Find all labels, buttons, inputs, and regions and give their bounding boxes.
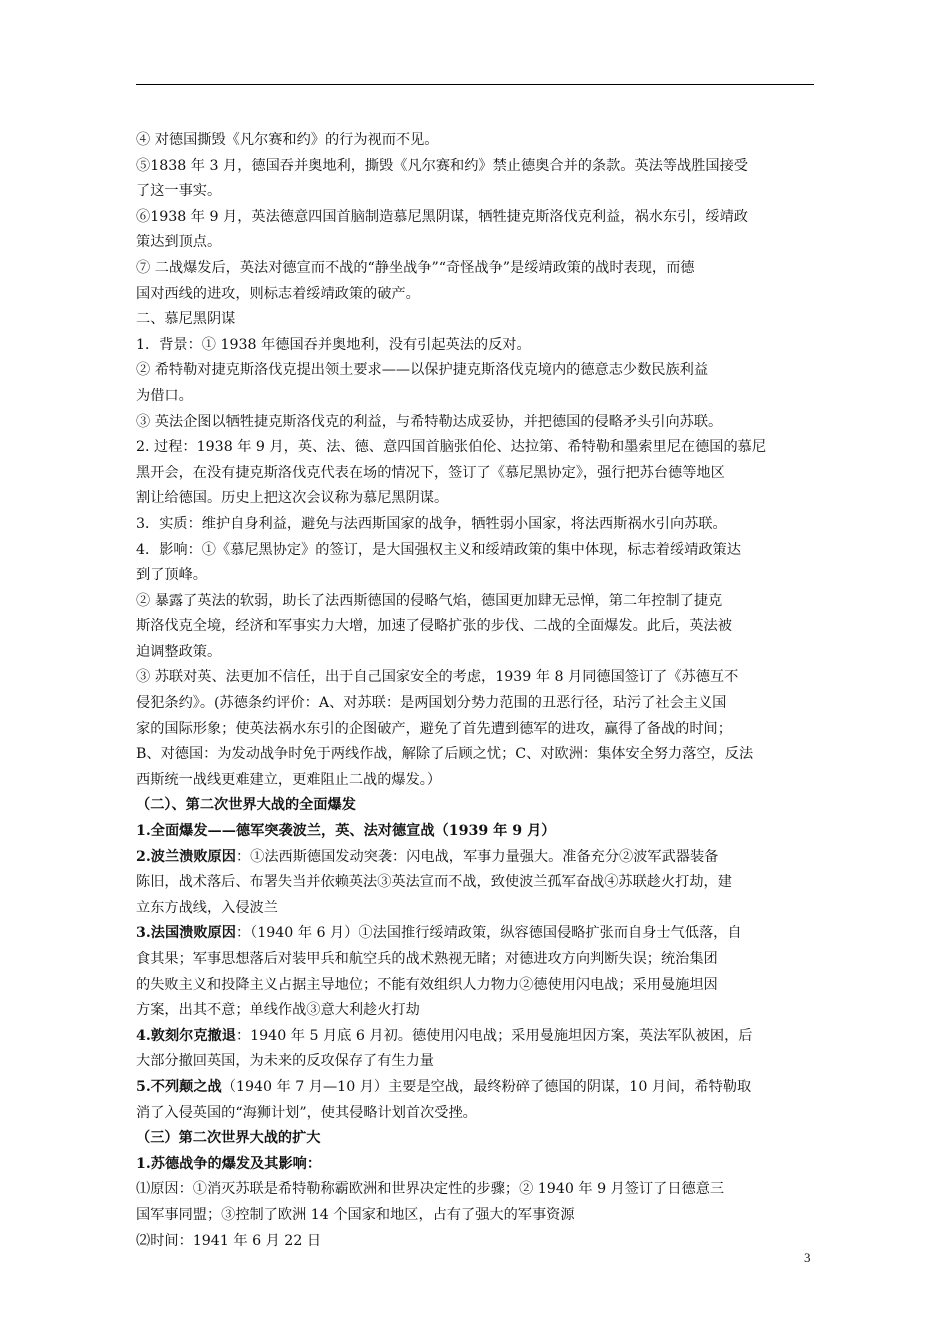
text-line [136, 845, 814, 871]
text-line: 西斯统一战线更难建立，更难阻止二战的爆发。） [136, 771, 442, 788]
text-line [136, 1024, 814, 1050]
text-line: 立东方战线，入侵波兰 [136, 899, 278, 916]
text-line: 黑开会，在没有捷克斯洛伐克代表在场的情况下，签订了《慕尼黑协定》，强行把苏台德等地区 [136, 464, 725, 481]
text-line: 家的国际形象；使英法祸水东引的企图破产，避免了首先遭到德军的进攻，赢得了备战的时间； [136, 720, 732, 737]
text-line: ④ 对德国撕毁《凡尔赛和约》的行为视而不见。 [136, 132, 439, 148]
text-line: 4．影响：①《慕尼黑协定》的签订，是大国强权主义和绥靖政策的集中体现，标志着绥靖政策达 [136, 541, 741, 558]
text-line: 二、慕尼黑阴谋 [136, 311, 236, 328]
text-line: 2. 过程：1938 年 9 月，英、法、德、意四国首脑张伯伦、达拉第、希特勒和墨索里尼在德国的慕尼 [136, 439, 767, 456]
text-line: B、对德国：为发动战争时免于两线作战，解除了后顾之忧；C、对欧洲：集体安全努力落空，反法 [136, 746, 754, 763]
text-segment: ：（1940 年 6 月）①法国推行绥靖政策，纵容德国侵略扩张而自身士气低落，自 [235, 925, 742, 942]
heading-label: 5.不列颠之战 [136, 1078, 222, 1095]
text-line: 了这一事实。 [136, 183, 222, 200]
text-line: 食其果；军事思想落后对装甲兵和航空兵的战术熟视无睹；对德进攻方向判断失误；统治集团 [136, 951, 718, 967]
text-line: 为借口。 [136, 387, 193, 404]
text-line: ② 希特勒对捷克斯洛伐克提出领土要求——以保护捷克斯洛伐克境内的德意志少数民族利益 [136, 362, 709, 379]
document-body [136, 128, 814, 1254]
text-line: 方案，出其不意；单线作战③意大利趁火打劫 [136, 1002, 420, 1019]
text-line [136, 1075, 814, 1101]
text-line: 侵犯条约》。(苏德条约评价：A、对苏联：是两国划分势力范围的丑恶行径，玷污了社会主义国 [136, 695, 727, 712]
text-line: 的失败主义和投降主义占据主导地位；不能有效组织人力物力②德使用闪电战；采用曼施坦因 [136, 976, 718, 993]
text-line: 1．背景：① 1938 年德国吞并奥地利，没有引起英法的反对。 [136, 336, 531, 353]
text-line: （三）第二次世界大战的扩大 [136, 1130, 321, 1147]
heading-label: 2.波兰溃败原因 [136, 848, 236, 865]
header-rule [136, 84, 814, 85]
text-line: ⑴原因：①消灭苏联是希特勒称霸欧洲和世界决定性的步骤；② 1940 年 9 月签订了日德意三 [136, 1181, 725, 1198]
text-line: 1.苏德战争的爆发及其影响： [136, 1155, 322, 1172]
text-segment: （1940 年 7 月—10 月）主要是空战，最终粉碎了德国的阴谋，10 月间，希特勒取 [221, 1078, 752, 1095]
text-segment: ：①法西斯德国发动突袭：闪电战，军事力量强大。准备充分②波军武器装备 [235, 848, 719, 865]
text-line: 到了顶峰。 [136, 567, 207, 584]
text-line: 迫调整政策。 [136, 643, 222, 660]
text-line [136, 921, 814, 947]
text-line: ⑵时间：1941 年 6 月 22 日 [136, 1232, 322, 1249]
text-line: 割让给德国。历史上把这次会议称为慕尼黑阴谋。 [136, 490, 449, 507]
text-segment: ：1940 年 5 月底 6 月初。德使用闪电战；采用曼施坦因方案，英法军队被困，后 [235, 1027, 753, 1044]
heading-label: 4.敦刻尔克撤退 [136, 1027, 236, 1044]
heading-label: 3.法国溃败原因 [136, 925, 236, 942]
text-line: ⑤1838 年 3 月，德国吞并奥地利，撕毁《凡尔赛和约》禁止德奥合并的条款。英法等战胜国接受 [136, 157, 748, 174]
text-line: 1.全面爆发——德军突袭波兰，英、法对德宣战（1939 年 9 月） [136, 823, 556, 840]
text-line: （二）、第二次世界大战的全面爆发 [136, 797, 356, 814]
text-line: 斯洛伐克全境，经济和军事实力大增，加速了侵略扩张的步伐、二战的全面爆发。此后，英法被 [136, 618, 732, 635]
text-line: 陈旧，战术落后、布署失当并依赖英法③英法宣而不战，致使波兰孤军奋战④苏联趁火打劫，建 [136, 874, 732, 891]
text-line: ③ 英法企图以牺牲捷克斯洛伐克的利益，与希特勒达成妥协，并把德国的侵略矛头引向苏联。 [136, 413, 723, 430]
text-line: ③ 苏联对英、法更加不信任，出于自己国家安全的考虑，1939 年 8 月同德国签订了《苏德互不 [136, 669, 739, 686]
text-line: 大部分撤回英国，为未来的反攻保存了有生力量 [136, 1053, 434, 1070]
text-line: 国对西线的进攻，则标志着绥靖政策的破产。 [136, 285, 420, 302]
text-line: ⑥1938 年 9 月，英法德意四国首脑制造慕尼黑阴谋，牺牲捷克斯洛伐克利益，祸水东引，绥靖政 [136, 208, 748, 225]
page-number: 3 [804, 1250, 811, 1265]
text-line: 消了入侵英国的“海狮计划”，使其侵略计划首次受挫。 [136, 1104, 477, 1121]
text-line: ⑦ 二战爆发后，英法对德宣而不战的“静坐战争”“奇怪战争”是绥靖政策的战时表现，而德 [136, 259, 695, 276]
text-line: 策达到顶点。 [136, 234, 222, 251]
text-line: 国军事同盟；③控制了欧洲 14 个国家和地区，占有了强大的军事资源 [136, 1206, 575, 1223]
text-line: ② 暴露了英法的软弱，助长了法西斯德国的侵略气焰，德国更加肆无忌惮，第二年控制了捷克 [136, 592, 723, 609]
text-line: 3．实质：维护自身利益，避免与法西斯国家的战争，牺牲弱小国家，将法西斯祸水引向苏联。 [136, 515, 727, 532]
